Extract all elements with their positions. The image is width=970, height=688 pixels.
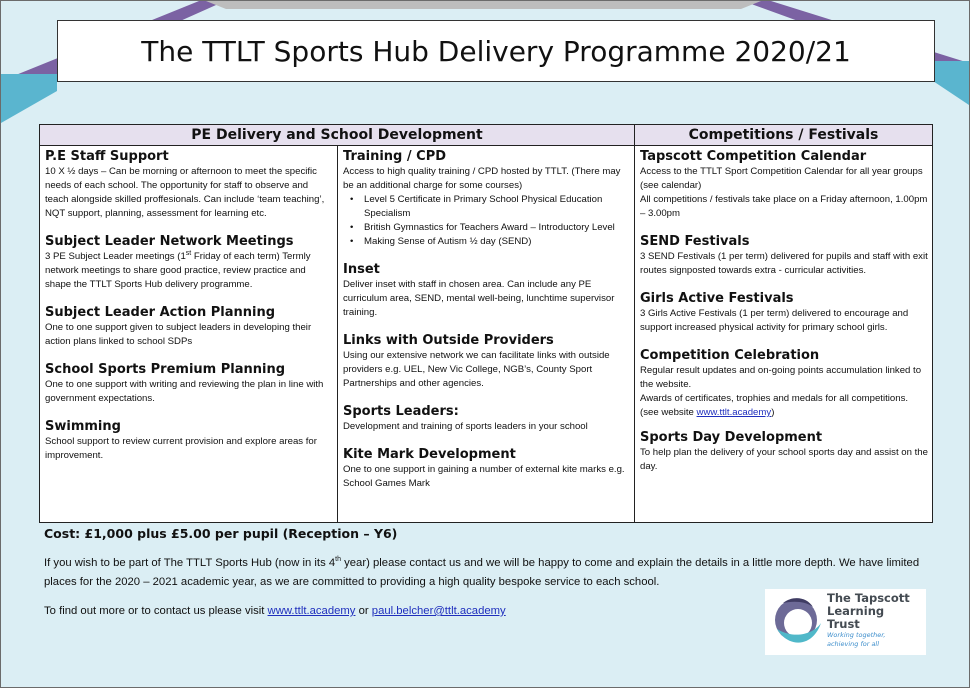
section-heading: SEND Festivals — [640, 234, 750, 249]
teal-band-left — [1, 74, 57, 123]
teal-band-right — [933, 61, 969, 105]
training-course-list — [343, 193, 630, 249]
section-body: One to one support in gaining a number of external kite marks e.g. School Games Mark — [343, 464, 625, 489]
section-heading: Swimming — [45, 419, 121, 434]
info-paragraph: If you wish to be part of The TTLT Sports Hub (now in its 4th year) please contact us and we will be happy to come and explain the details in a little more depth. We have limited places for the 2020 – 2021 academic year, as we are committed to providing a high quality bespoke service to each school. — [44, 556, 920, 588]
logo-mark-icon — [767, 589, 827, 655]
competitions-header: Competitions / Festivals — [635, 125, 933, 146]
section-body: School support to review current provision and explore areas for improvement. — [45, 436, 317, 461]
section-body: All competitions / festivals take place on a Friday afternoon, 1.00pm – 3.00pm — [640, 194, 928, 219]
website-link[interactable]: www.ttlt.academy — [696, 407, 772, 418]
logo-text: The Tapscott Learning Trust Working together, achieving for all — [827, 591, 910, 648]
page-title: The TTLT Sports Hub Delivery Programme 2020/21 — [141, 34, 851, 68]
list-item: • Level 5 Certificate in Primary School Physical Education Specialism — [364, 193, 630, 221]
title-box — [57, 20, 935, 82]
section-body: Access to high quality training / CPD hosted by TTLT. (There may be an additional charge for some courses) — [343, 166, 621, 191]
section-heading: Sports Leaders: — [343, 404, 459, 419]
competitions-column — [635, 146, 933, 523]
section-heading: School Sports Premium Planning — [45, 362, 286, 377]
cost-line: Cost: £1,000 plus £5.00 per pupil (Reception – Y6) — [44, 526, 398, 541]
section-heading: Girls Active Festivals — [640, 291, 794, 306]
grey-band-top — [206, 1, 761, 9]
pe-delivery-header: PE Delivery and School Development — [40, 125, 635, 146]
pe-support-column — [40, 146, 338, 523]
list-item: • British Gymnastics for Teachers Award – Introductory Level — [364, 221, 630, 235]
section-heading: Competition Celebration — [640, 348, 820, 363]
section-heading: Subject Leader Action Planning — [45, 305, 276, 320]
section-body: One to one support given to subject leaders in developing their action plans linked to school SDPs — [45, 322, 312, 347]
section-body: 3 PE Subject Leader meetings (1st Friday of each term) Termly network meetings to share good practice, review practice and shape the TTLT Sports Hub delivery programme. — [45, 249, 311, 290]
section-body: 3 SEND Festivals (1 per term) delivered for pupils and staff with exit routes signposted towards extra - curricular activities. — [640, 251, 928, 276]
section-heading: Subject Leader Network Meetings — [45, 234, 294, 249]
programme-table — [39, 124, 933, 523]
section-heading: Training / CPD — [343, 149, 447, 164]
section-heading: Kite Mark Development — [343, 447, 516, 462]
section-body: Deliver inset with staff in chosen area. Can include any PE curriculum area, SEND, mental well-being, lunchtime supervisor training. — [343, 279, 615, 318]
section-body: Regular result updates and on-going points accumulation linked to the website. — [640, 365, 922, 390]
section-heading: Links with Outside Providers — [343, 333, 554, 348]
contact-line: To find out more or to contact us please visit www.ttlt.academy or paul.belcher@ttlt.academy — [44, 605, 506, 617]
list-item: • Making Sense of Autism ½ day (SEND) — [364, 235, 630, 249]
email-link[interactable]: paul.belcher@ttlt.academy — [371, 605, 506, 617]
section-heading: P.E Staff Support — [45, 149, 169, 164]
section-heading: Inset — [343, 262, 380, 277]
section-heading: Tapscott Competition Calendar — [640, 149, 867, 164]
training-column — [338, 146, 635, 523]
section-body: Development and training of sports leaders in your school — [343, 421, 588, 432]
section-body: Awards of certificates, trophies and medals for all competitions. (see website www.ttlt.academy) — [640, 393, 909, 418]
section-body: One to one support with writing and reviewing the plan in line with government expectations. — [45, 379, 324, 404]
section-body: To help plan the delivery of your school sports day and assist on the day. — [640, 447, 928, 472]
section-body: 10 X ½ days – Can be morning or afternoon to meet the specific needs of each school. The opportunity for staff to observe and teach alongside skilled proffesionals. Can include ‘team teaching’, NQT support, planning, assessment for learning etc. — [45, 166, 325, 219]
section-body: 3 Girls Active Festivals (1 per term) delivered to encourage and support increased physical activity for primary school girls. — [640, 308, 909, 333]
section-body: Using our extensive network we can facilitate links with outside providers e.g. UEL, New Vic College, NGB’s, County Sport Partnerships and other agencies. — [343, 350, 610, 389]
website-link[interactable]: www.ttlt.academy — [267, 605, 356, 617]
section-body: Access to the TTLT Sport Competition Calendar for all year groups (see calendar) — [640, 166, 923, 191]
section-heading: Sports Day Development — [640, 430, 823, 445]
trust-logo — [765, 589, 926, 655]
